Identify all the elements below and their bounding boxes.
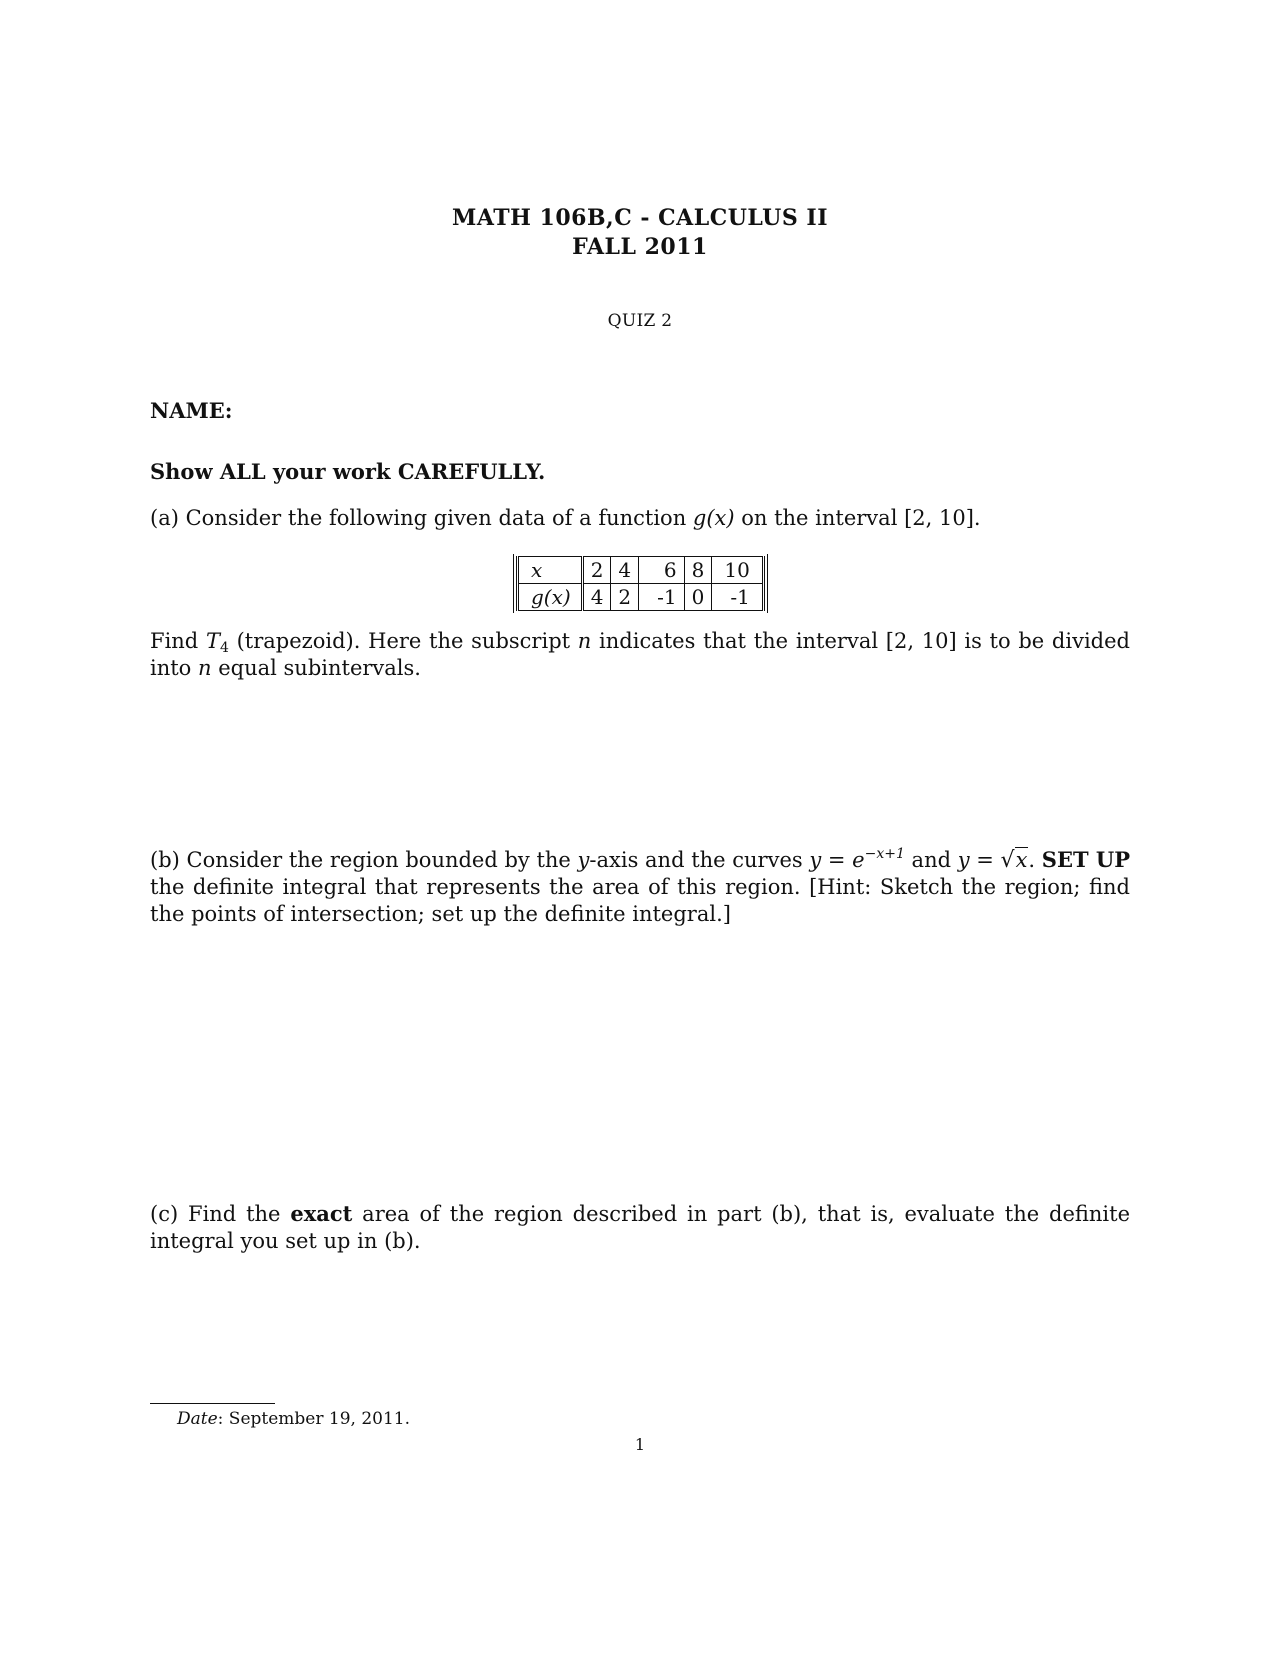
part-a-intro <box>150 505 1130 532</box>
y-symbol: y <box>957 848 970 872</box>
setup-emphasis: SET UP <box>1041 847 1130 872</box>
table-cell: -1 <box>712 584 763 611</box>
page-number: 1 <box>634 1435 646 1454</box>
part-a-text: is to be divided into <box>150 629 1130 680</box>
part-a-text: indicates that the interval <box>591 629 886 653</box>
trapezoid-subscript: 4 <box>219 640 229 656</box>
name-label: NAME: <box>150 398 233 423</box>
part-a-text: equal subintervals. <box>211 656 421 680</box>
part-a-intro-mid: on the interval <box>734 506 905 530</box>
radical-sign: √ <box>1000 848 1015 873</box>
exponent: −x+1 <box>864 846 905 862</box>
data-table <box>516 556 765 611</box>
part-c-question <box>150 1200 1130 1255</box>
trapezoid-symbol: T <box>205 629 220 653</box>
part-c-text: area of the region described in part (b), that is, evaluate the definite integral you set up in (b). <box>150 1202 1130 1253</box>
square-root <box>1001 847 1029 874</box>
radicand: x <box>1015 848 1028 872</box>
table-cell: 8 <box>684 557 712 584</box>
table-cell: 6 <box>639 557 684 584</box>
part-a-interval: [2, 10]. <box>904 506 981 530</box>
instruction: Show ALL your work CAREFULLY. <box>150 459 546 484</box>
table-cell: 10 <box>712 557 763 584</box>
table-row-label: g(x) <box>518 584 583 611</box>
part-a-question <box>150 628 1130 682</box>
part-a-func: g(x) <box>692 506 735 530</box>
y-symbol: y <box>577 848 590 872</box>
n-symbol: n <box>198 656 212 680</box>
table-cell: 2 <box>582 557 611 584</box>
part-a-intro-prefix: (a) Consider the following given data of a function <box>150 506 693 530</box>
table-row-x <box>518 557 764 584</box>
exact-emphasis: exact <box>290 1201 353 1226</box>
part-a-find: Find <box>150 629 206 653</box>
table-cell: 4 <box>611 557 639 584</box>
part-b-text: (b) Consider the region bounded by the <box>150 848 578 872</box>
e-symbol: e <box>852 848 865 872</box>
term-title: FALL 2011 <box>572 234 708 260</box>
part-c-text: (c) Find the <box>150 1202 291 1226</box>
data-table-frame <box>513 554 768 613</box>
y-symbol: y <box>809 848 822 872</box>
quiz-title: QUIZ 2 <box>607 311 673 331</box>
course-title: MATH 106B,C - CALCULUS II <box>452 205 828 231</box>
date-footnote <box>177 1408 410 1430</box>
part-a-interval-2: [2, 10] <box>885 629 957 653</box>
part-b-text: and <box>904 848 958 872</box>
part-b-text: -axis and the curves <box>589 848 810 872</box>
table-cell: 4 <box>582 584 611 611</box>
part-a-text: (trapezoid). Here the subscript <box>228 629 578 653</box>
equals-sign: = <box>969 848 1001 872</box>
table-row-label: x <box>518 557 583 584</box>
part-b-question <box>150 846 1130 928</box>
footnote-label: Date <box>177 1409 218 1429</box>
part-b-text: the definite integral that represents the area of this region. [Hint: Sketch the region; find the points of intersection; set up the definite integral.] <box>150 875 1130 926</box>
n-symbol: n <box>577 629 592 653</box>
table-cell: -1 <box>639 584 684 611</box>
table-row-gx <box>518 584 764 611</box>
footnote-text: : September 19, 2011. <box>217 1409 410 1429</box>
table-cell: 2 <box>611 584 639 611</box>
footnote-rule <box>150 1403 275 1404</box>
table-cell: 0 <box>684 584 712 611</box>
part-b-text: . <box>1028 848 1042 872</box>
equals-sign: = <box>821 848 853 872</box>
